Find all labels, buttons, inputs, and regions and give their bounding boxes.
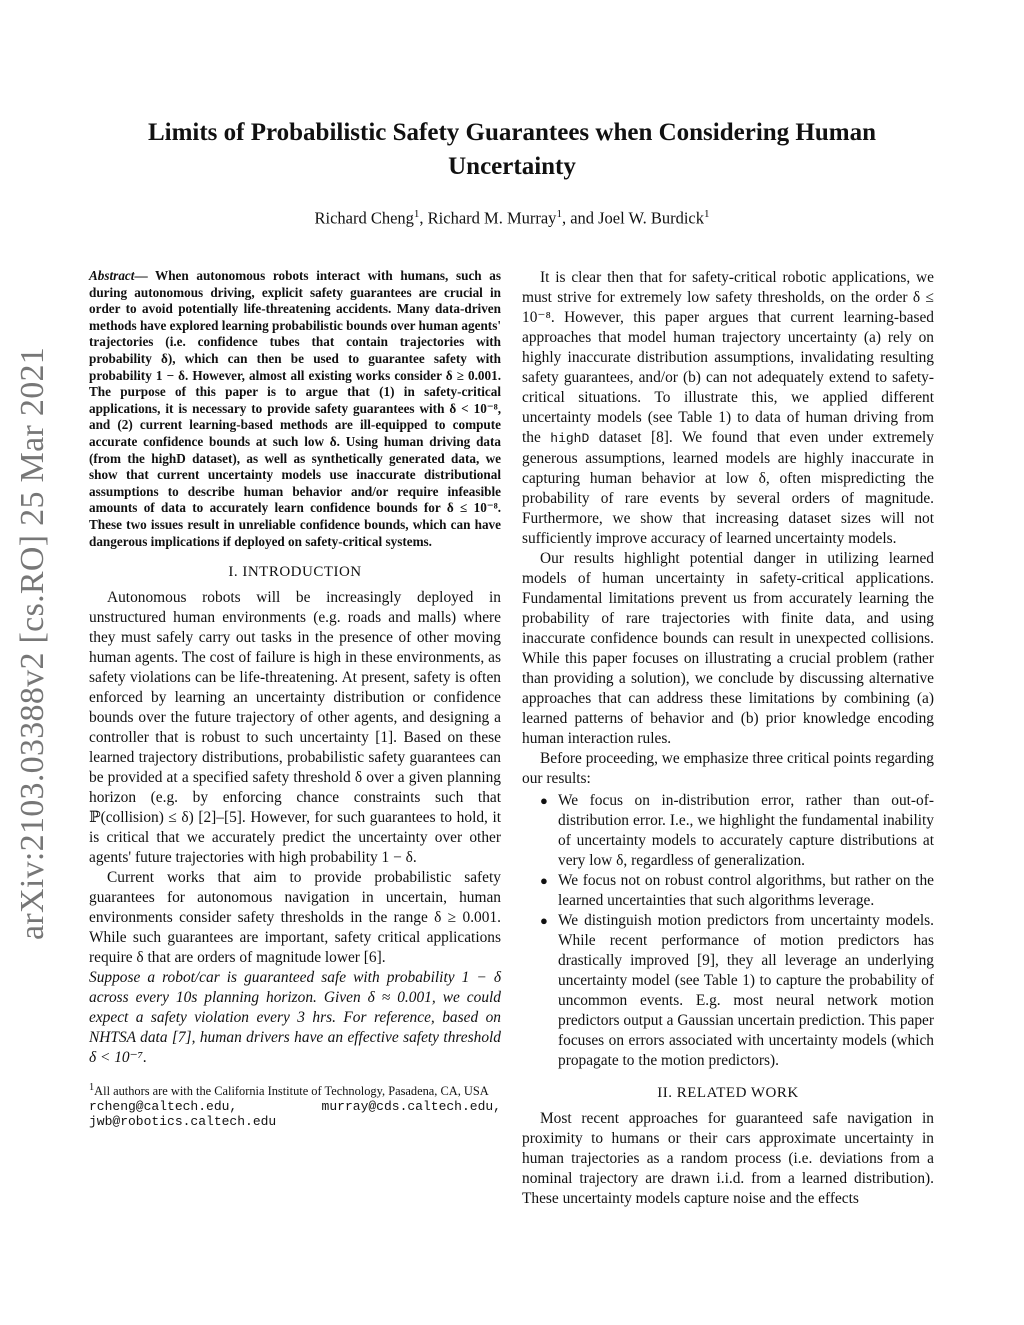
arxiv-identifier: arXiv:2103.03388v2 [cs.RO] 25 Mar 2021: [14, 346, 51, 940]
abstract-label: Abstract: [89, 268, 135, 283]
author-name: , Richard M. Murray: [419, 208, 557, 228]
body-paragraph: Our results highlight potential danger in utilizing learned models of human uncertainty in safety-critical applications. Fundamental limitations prevent us from accurately learning the probability of rare trajectories with finite data, and using inaccurate confidence bounds can result in unexpected collisions. While this paper focuses on illustrating a crucial problem (rather than providing a solution), we conclude by discussing alternative approaches that can address these limitations by combining (a) learned patterns of behavior and (b) prior knowledge encoding human interaction rules.: [522, 550, 934, 747]
affiliation-mark: 1: [704, 208, 710, 220]
list-item: [522, 871, 934, 911]
body-paragraph: [522, 268, 934, 549]
highlighted-quote: Suppose a robot/car is guaranteed safe with probability 1 − δ across every 10s planning horizon. Given δ ≈ 0.001, we could expect a safety violation every 3 hrs. For reference, based on NHTSA data [7], human drivers have an effective safety threshold δ < 10⁻⁷.: [89, 969, 501, 1067]
author-name: Richard Cheng: [314, 208, 414, 228]
body-paragraph: Before proceeding, we emphasize three critical points regarding our results:: [522, 750, 935, 787]
footnote: [89, 1080, 501, 1129]
author-name: , and Joel W. Burdick: [561, 208, 705, 228]
section-heading-introduction: I. INTRODUCTION: [228, 564, 362, 581]
footnote-affiliation: All authors are with the California Institute of Technology, Pasadena, CA, USA: [94, 1084, 489, 1099]
intro-paragraph: Current works that aim to provide probabilistic safety guarantees for autonomous navigation in uncertain, human environments consider safety thresholds in the range δ ≥ 0.001. While such guarantees are important, safety critical applications require δ that are orders of magnitude lower [6].: [89, 869, 501, 967]
intro-paragraph: Autonomous robots will be increasingly deployed in unstructured human environments (e.g. roads and malls) where they must safely carry out tasks in the presence of other moving human agents. The cost of failure is high in these environments, as safety violations can be life-threatening. At present, safety is often enforced by learning an uncertainty distribution or confidence bounds over the future trajectory of other agents, and designing a controller that is robust to such uncertainty [1]. Based on these learned trajectory distributions, probabilistic safety guarantees can be provided at a specified safety threshold δ over a given planning horizon (e.g. by enforcing chance constraints such that ℙ(collision) ≤ δ) [2]–[5]. However, for such guarantees to hold, it is critical that we accurately predict the uncertainty over other agents' future trajectories with high probability 1 − δ.: [89, 589, 501, 867]
affiliation-mark: 1: [556, 208, 562, 220]
abstract-dash: —: [134, 268, 156, 283]
critical-points-list: [522, 791, 934, 1071]
author-list: [100, 208, 924, 229]
footnote-mark: 1: [89, 1082, 95, 1094]
paper-title: Limits of Probabilistic Safety Guarantees when Considering Human Uncertainty: [147, 119, 877, 180]
abstract: [89, 268, 501, 550]
bullet-icon: ●: [540, 793, 548, 808]
left-column: [89, 268, 501, 1129]
section-heading-related-work: II. RELATED WORK: [657, 1085, 799, 1101]
body-text: dataset [8]. We found that even under extremely generous assumptions, learned models are highly inaccurate in capturing human behavior at low δ, often mispredicting the probability of rare events by several orders of magnitude. Furthermore, we show that increasing dataset sizes will not sufficiently improve accuracy of learned uncertainty models.: [522, 429, 935, 547]
footnote-emails: rcheng@caltech.edu, murray@cds.caltech.edu, jwb@robotics.caltech.edu: [89, 1099, 501, 1130]
list-item-text: We distinguish motion predictors from uncertainty models. While recent performance of motion predictors has drastically improved [9], they all leverage an underlying uncertainty model (see Table 1) to capture the probability of uncommon events. E.g. most neural network motion predictors output a Gaussian uncertain prediction. This paper focuses on errors associated with uncertainty models (which propagate to the motion predictors).: [558, 912, 934, 1069]
bullet-icon: ●: [540, 873, 548, 888]
list-item: [522, 791, 934, 871]
related-work-paragraph: Most recent approaches for guaranteed safe navigation in proximity to humans or their cars approximate uncertainty in human trajectories as a random process (i.e. deviations from a nominal trajectory are drawn i.i.d. from a learned distribution). These uncertainty models capture noise and the effects: [522, 1110, 934, 1207]
list-item: [522, 911, 934, 1071]
abstract-text: When autonomous robots interact with humans, such as during autonomous driving, explicit safety guarantees are crucial in order to avoid potentially life-threatening accidents. Many data-driven methods have explored learning probabilistic bounds over human agents' trajectories (i.e. confidence tubes that contain trajectories with probability δ), which can then be used to guarantee safety with probability 1 − δ. However, almost all existing works consider δ ≥ 0.001. The purpose of this paper is to argue that (1) in safety-critical applications, it is necessary to provide safety guarantees with δ < 10⁻⁸, and (2) current learning-based methods are ill-equipped to compute accurate confidence bounds at such low δ. Using human driving data (from the highD dataset), as well as synthetically generated data, we show that current uncertainty models use inaccurate distributional assumptions to describe human behavior and/or require infeasible amounts of data to accurately learn confidence bounds for δ ≤ 10⁻⁸. These two issues result in unreliable confidence bounds, which can have dangerous implications if deployed on safety-critical systems.: [89, 268, 501, 549]
right-column: [522, 268, 934, 1209]
body-text: It is clear then that for safety-critical robotic applications, we must strive for extremely low safety thresholds, on the order δ ≤ 10⁻⁸. However, this paper argues that current learning-based approaches that model human trajectory uncertainty (a) rely on highly inaccurate distribution assumptions, invalidating resulting safety guarantees, and/or (b) can not adequately extend to safety-critical situations. To illustrate this, we applied different uncertainty models (see Table 1) to data of human driving from the: [522, 269, 934, 446]
bullet-icon: ●: [540, 913, 548, 928]
dataset-name: highD: [550, 431, 590, 446]
list-item-text: We focus not on robust control algorithms, but rather on the learned uncertainties that such algorithms leverage.: [558, 872, 934, 909]
list-item-text: We focus on in-distribution error, rather than out-of-distribution error. I.e., we highlight the fundamental inability of uncertainty models to accurately capture distributions at very low δ, regardless of generalization.: [558, 792, 934, 869]
affiliation-mark: 1: [413, 208, 420, 220]
